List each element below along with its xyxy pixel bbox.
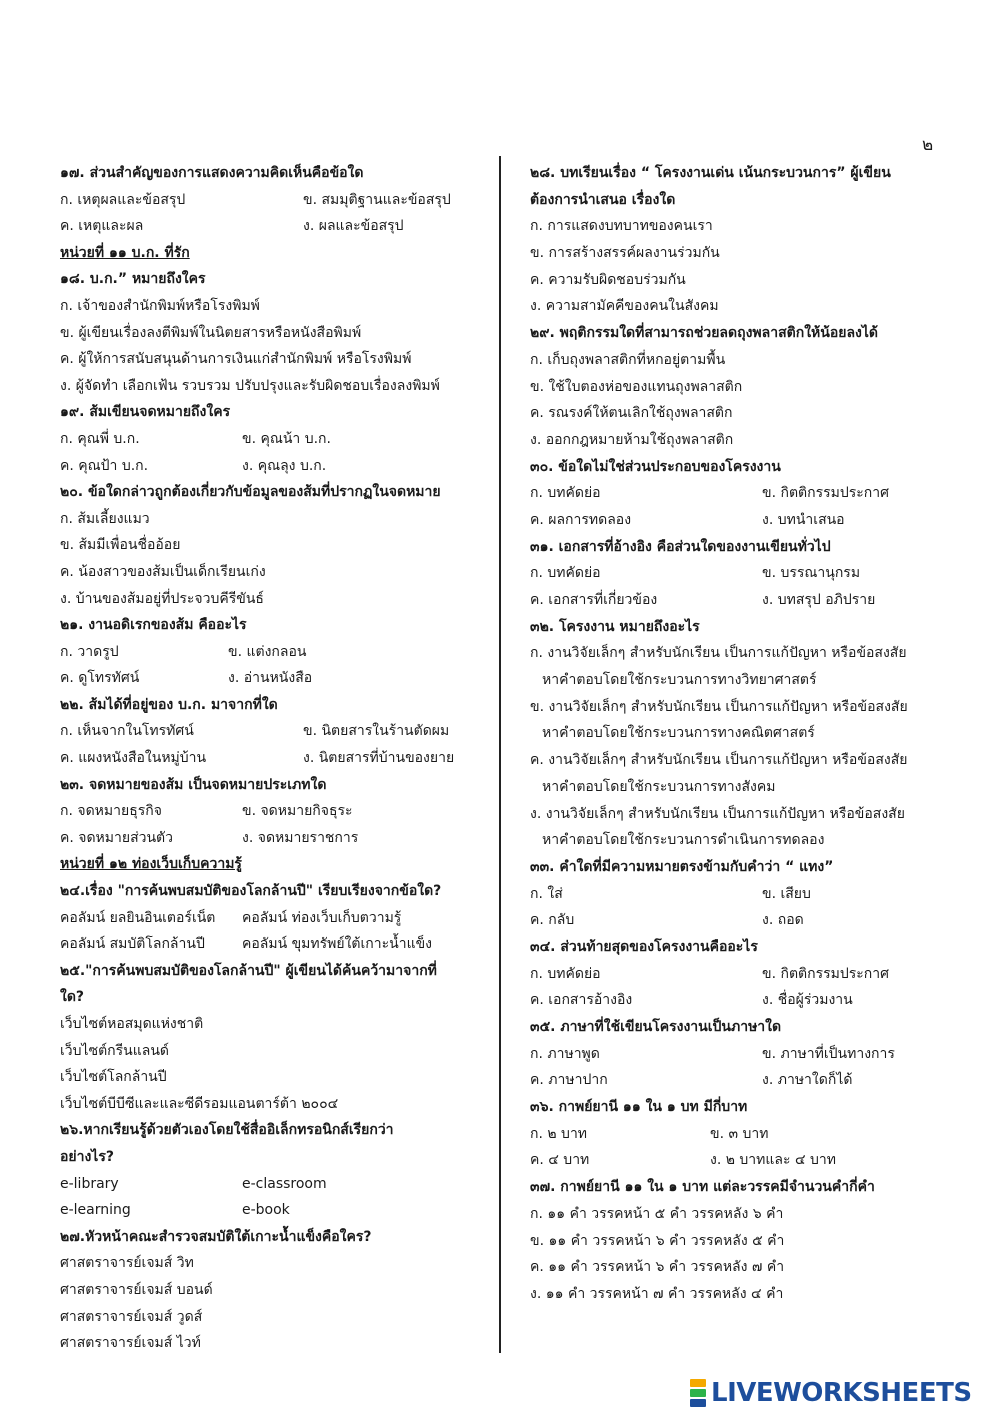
- answer-option: ก. งานวิจัยเล็กๆ สำหรับนักเรียน เป็นการแก้ปัญหา หรือข้อสงสัย: [530, 645, 907, 662]
- answer-option: ค. ๔ บาท: [530, 1152, 590, 1169]
- answer-option: เว็บไซต์กรีนแลนด์: [60, 1042, 169, 1059]
- answer-option: ค. ๑๑ คำ วรรคหน้า ๖ คำ วรรคหลัง ๗ คำ: [530, 1259, 785, 1276]
- answer-option: ง. ชื่อผู้ร่วมงาน: [762, 992, 853, 1009]
- answer-option: ง. อ่านหนังสือ: [228, 670, 313, 687]
- choice-row: [60, 1197, 485, 1224]
- choice-row: [530, 560, 945, 587]
- answer-option: e-book: [242, 1202, 290, 1219]
- question-text: อย่างไร?: [60, 1148, 114, 1165]
- answer-option: ก. ใส่: [530, 885, 563, 902]
- answer-option: ข. สมมุติฐานและข้อสรุป: [303, 191, 451, 208]
- answer-option: ง. ๒ บาทและ ๔ บาท: [710, 1152, 836, 1169]
- answer-option: ศาสตราจารย์เจมส์ วูดส์: [60, 1308, 203, 1325]
- answer-option: ข. ผู้เขียนเรื่องลงตีพิมพ์ในนิตยสารหรือหนังสือพิมพ์: [60, 324, 362, 341]
- choice-row: [530, 881, 945, 908]
- answer-option: ค. กลับ: [530, 912, 575, 929]
- answer-option: ข. เสียบ: [762, 885, 811, 902]
- answer-option: ค. คุณป้า บ.ก.: [60, 457, 149, 474]
- choice-row: [60, 825, 485, 852]
- choice-row: [530, 1121, 945, 1148]
- answer-option: ข. ๓ บาท: [710, 1125, 769, 1142]
- answer-option: ศาสตราจารย์เจมส์ ไวท์: [60, 1335, 201, 1352]
- answer-option: ก. บทคัดย่อ: [530, 485, 601, 502]
- answer-option: e-library: [60, 1175, 119, 1192]
- choice-row: [530, 961, 945, 988]
- answer-option: ง. ๑๑ คำ วรรคหน้า ๗ คำ วรรคหลัง ๔ คำ: [530, 1285, 784, 1302]
- answer-option: เว็บไซต์โลกล้านปี: [60, 1069, 167, 1086]
- answer-option: e-classroom: [242, 1175, 327, 1192]
- question-text: ๓๓. คำใดที่มีความหมายตรงข้ามกับคำว่า “ แทง”: [530, 858, 834, 875]
- choice-row: [60, 1171, 485, 1198]
- right-column: [530, 160, 945, 1308]
- answer-option: ง. ภาษาใดก็ได้: [762, 1072, 853, 1089]
- answer-option: คอลัมน์ ขุมทรัพย์ใต้เกาะน้ำแข็ง: [242, 936, 433, 953]
- choice-row: [60, 718, 485, 745]
- answer-option: ข. การสร้างสรรค์ผลงานร่วมกัน: [530, 245, 720, 262]
- answer-option-continued: หาคำตอบโดยใช้กระบวนการทางวิทยาศาสตร์: [542, 672, 817, 689]
- answer-option: ข. ๑๑ คำ วรรคหน้า ๖ คำ วรรคหลัง ๕ คำ: [530, 1232, 785, 1249]
- question-text: ๓๒. โครงงาน หมายถึงอะไร: [530, 618, 700, 635]
- answer-option: ค. เหตุและผล: [60, 218, 144, 235]
- answer-option: ง. จดหมายราชการ: [242, 829, 359, 846]
- answer-option: ค. งานวิจัยเล็กๆ สำหรับนักเรียน เป็นการแก้ปัญหา หรือข้อสงสัย: [530, 752, 908, 769]
- choice-row: [60, 905, 485, 932]
- answer-option: e-learning: [60, 1202, 131, 1219]
- answer-option: ข. กิตติกรรมประกาศ: [762, 485, 890, 502]
- answer-option: ค. แผงหนังสือในหมู่บ้าน: [60, 750, 207, 767]
- choice-row: [60, 745, 485, 772]
- question-text: ๓๖. กาพย์ยานี ๑๑ ใน ๑ บท มีกี่บาท: [530, 1099, 748, 1116]
- question-text: ใด?: [60, 989, 85, 1006]
- left-column: [60, 160, 485, 1357]
- answer-option: ง. บ้านของส้มอยู่ที่ประจวบคีรีขันธ์: [60, 590, 264, 607]
- choice-row: [60, 931, 485, 958]
- answer-option: ก. ๑๑ คำ วรรคหน้า ๕ คำ วรรคหลัง ๖ คำ: [530, 1205, 784, 1222]
- answer-option: ง. ผลและข้อสรุป: [303, 218, 404, 235]
- answer-option: ข. บรรณานุกรม: [762, 565, 861, 582]
- unit-heading: หน่วยที่ ๑๒ ท่องเว็บเก็บความรู้: [60, 856, 242, 873]
- answer-option: ก. ส้มเลี้ยงแมว: [60, 510, 150, 527]
- answer-option: คอลัมน์ สมบัติโลกล้านปี: [60, 936, 205, 953]
- answer-option: ข. แต่งกลอน: [228, 643, 307, 660]
- question-text: ต้องการนำเสนอ เรื่องใด: [530, 191, 676, 208]
- answer-option: ง. ออกกฎหมายห้ามใช้ถุงพลาสติก: [530, 431, 734, 448]
- answer-option: ศาสตราจารย์เจมส์ วิท: [60, 1255, 194, 1272]
- choice-row: [530, 1041, 945, 1068]
- answer-option: ก. การแสดงบทบาทของคนเรา: [530, 218, 713, 235]
- answer-option: เว็บไซต์บีบีซีและและซีดีรอมแอนตาร์ต้า ๒๐๐๔: [60, 1095, 339, 1112]
- answer-option: ข. กิตติกรรมประกาศ: [762, 965, 890, 982]
- answer-option: ข. คุณน้า บ.ก.: [242, 430, 331, 447]
- answer-option: ง. บทสรุป อภิปราย: [762, 592, 876, 608]
- unit-heading: หน่วยที่ ๑๑ บ.ก. ที่รัก: [60, 244, 190, 261]
- choice-row: [60, 426, 485, 453]
- question-text: ๒๕."การค้นพบสมบัติของโลกล้านปี" ผู้เขียนได้ค้นคว้ามาจากที่: [60, 962, 437, 979]
- liveworksheets-logo: [690, 1377, 972, 1409]
- choice-row: [60, 187, 485, 214]
- question-text: ๒๙. พฤติกรรมใดที่สามารถช่วยลดถุงพลาสติกให้น้อยลงได้: [530, 325, 878, 342]
- answer-option-continued: หาคำตอบโดยใช้กระบวนการทางคณิตศาสตร์: [542, 725, 815, 742]
- choice-row: [60, 213, 485, 240]
- question-text: ๒๒. ส้มได้ที่อยู่ของ บ.ก. มาจากที่ใด: [60, 696, 278, 713]
- answer-option: ก. ภาษาพูด: [530, 1045, 600, 1062]
- answer-option: ข. นิตยสารในร้านตัดผม: [303, 723, 450, 740]
- answer-option: ข. ใช้ใบตองห่อของแทนถุงพลาสติก: [530, 378, 743, 395]
- answer-option: ก. เก็บถุงพลาสติกที่หกอยู่ตามพื้น: [530, 351, 726, 368]
- logo-icon-bar: [690, 1379, 706, 1387]
- answer-option: ข. ส้มมีเพื่อนชื่ออ้อย: [60, 537, 181, 554]
- question-text: ๓๗. กาพย์ยานี ๑๑ ใน ๑ บาท แต่ละวรรคมีจำนวนคำกี่คำ: [530, 1179, 875, 1196]
- question-text: ๓๔. ส่วนท้ายสุดของโครงงานคืออะไร: [530, 938, 758, 955]
- question-text: ๓๑. เอกสารที่อ้างอิง คือส่วนใดของงานเขียนทั่วไป: [530, 538, 831, 555]
- answer-option: ข. งานวิจัยเล็กๆ สำหรับนักเรียน เป็นการแก้ปัญหา หรือข้อสงสัย: [530, 698, 908, 715]
- answer-option-continued: หาคำตอบโดยใช้กระบวนการดำเนินการทดลอง: [542, 832, 825, 849]
- logo-icon-bar: [690, 1389, 706, 1397]
- question-text: ๓๕. ภาษาที่ใช้เขียนโครงงานเป็นภาษาใด: [530, 1019, 782, 1035]
- page-number: ๒: [922, 135, 934, 155]
- question-text: ๒๗.หัวหน้าคณะสำรวจสมบัติใต้เกาะน้ำแข็งคือใคร?: [60, 1228, 372, 1245]
- choice-row: [530, 587, 945, 614]
- question-text: ๒๘. บทเรียนเรื่อง “ โครงงานเด่น เน้นกระบวนการ” ผู้เขียน: [530, 165, 891, 181]
- choice-row: [60, 798, 485, 825]
- answer-option: ก. บทคัดย่อ: [530, 565, 601, 582]
- question-text: ๒๖.หากเรียนรู้ด้วยตัวเองโดยใช้สื่ออิเล็กทรอนิกส์เรียกว่า: [60, 1122, 394, 1139]
- answer-option-continued: หาคำตอบโดยใช้กระบวนการทางสังคม: [542, 778, 776, 795]
- answer-option: ง. คุณลุง บ.ก.: [242, 457, 327, 474]
- question-text: ๒๐. ข้อใดกล่าวถูกต้องเกี่ยวกับข้อมูลของส้มที่ปรากฏในจดหมาย: [60, 484, 441, 501]
- choice-row: [530, 507, 945, 534]
- answer-option: ค. ดูโทรทัศน์: [60, 670, 140, 687]
- answer-option: ก. เห็นจากในโทรทัศน์: [60, 723, 194, 740]
- answer-option: คอลัมน์ ยลยินอินเตอร์เน็ต: [60, 909, 216, 926]
- choice-row: [530, 1067, 945, 1094]
- choice-row: [530, 480, 945, 507]
- answer-option: ค. ผลการทดลอง: [530, 511, 632, 528]
- question-text: ๓๐. ข้อใดไม่ใช่ส่วนประกอบของโครงงาน: [530, 458, 781, 475]
- choice-row: [530, 907, 945, 934]
- answer-option: ค. รณรงค์ให้ตนเลิกใช้ถุงพลาสติก: [530, 405, 733, 422]
- answer-option: ก. จดหมายธุรกิจ: [60, 803, 162, 820]
- answer-option: ค. เอกสารที่เกี่ยวข้อง: [530, 592, 658, 608]
- answer-option: ค. ความรับผิดชอบร่วมกัน: [530, 271, 686, 288]
- logo-icon-bar: [690, 1399, 706, 1407]
- answer-option: เว็บไซต์หอสมุดแห่งชาติ: [60, 1016, 204, 1032]
- question-text: ๑๙. ส้มเขียนจดหมายถึงใคร: [60, 404, 231, 421]
- logo-text: LIVEWORKSHEETS: [711, 1378, 972, 1408]
- answer-option: ข. ภาษาที่เป็นทางการ: [762, 1045, 895, 1062]
- logo-icon: [690, 1379, 706, 1407]
- answer-option: คอลัมน์ ท่องเว็บเก็บตวามรู้: [242, 909, 402, 926]
- answer-option: ง. ผู้จัดทำ เลือกเฟ้น รวบรวม ปรับปรุงและรับผิดชอบเรื่องลงพิมพ์: [60, 377, 440, 394]
- answer-option: ก. ๒ บาท: [530, 1125, 588, 1142]
- answer-option: ก. เหตุผลและข้อสรุป: [60, 191, 186, 208]
- answer-option: ง. บทนำเสนอ: [762, 511, 845, 528]
- question-text: ๑๗. ส่วนสำคัญของการแสดงความคิดเห็นคือข้อใด: [60, 165, 364, 181]
- answer-option: ค. ผู้ให้การสนับสนุนด้านการเงินแก่สำนักพิมพ์ หรือโรงพิมพ์: [60, 351, 412, 368]
- choice-row: [60, 665, 485, 692]
- column-divider: [499, 156, 501, 1353]
- question-text: ๒๔.เรื่อง "การค้นพบสมบัติของโลกล้านปี" เรียบเรียงจากข้อใด?: [60, 883, 442, 900]
- answer-option: ง. ความสามัคคีของคนในสังคม: [530, 298, 719, 315]
- answer-option: ก. บทคัดย่อ: [530, 965, 601, 982]
- answer-option: ง. ถอด: [762, 912, 804, 929]
- answer-option: ค. น้องสาวของส้มเป็นเด็กเรียนเก่ง: [60, 563, 266, 580]
- answer-option: ข. จดหมายกิจธุระ: [242, 803, 353, 820]
- choice-row: [530, 1147, 945, 1174]
- answer-option: ง. นิตยสารที่บ้านของยาย: [303, 750, 455, 767]
- answer-option: ง. งานวิจัยเล็กๆ สำหรับนักเรียน เป็นการแก้ปัญหา หรือข้อสงสัย: [530, 805, 905, 822]
- answer-option: ก. เจ้าของสำนักพิมพ์หรือโรงพิมพ์: [60, 297, 260, 314]
- answer-option: ค. ภาษาปาก: [530, 1072, 608, 1089]
- choice-row: [60, 453, 485, 480]
- question-text: ๒๑. งานอดิเรกของส้ม คืออะไร: [60, 617, 247, 634]
- answer-option: ก. คุณพี่ บ.ก.: [60, 430, 140, 447]
- answer-option: ค. จดหมายส่วนตัว: [60, 829, 174, 846]
- answer-option: ก. วาดรูป: [60, 643, 119, 660]
- question-text: ๑๘. บ.ก.” หมายถึงใคร: [60, 271, 206, 288]
- choice-row: [60, 639, 485, 666]
- choice-row: [530, 987, 945, 1014]
- answer-option: ศาสตราจารย์เจมส์ บอนด์: [60, 1281, 213, 1298]
- question-text: ๒๓. จดหมายของส้ม เป็นจดหมายประเภทใด: [60, 776, 327, 793]
- answer-option: ค. เอกสารอ้างอิง: [530, 992, 633, 1009]
